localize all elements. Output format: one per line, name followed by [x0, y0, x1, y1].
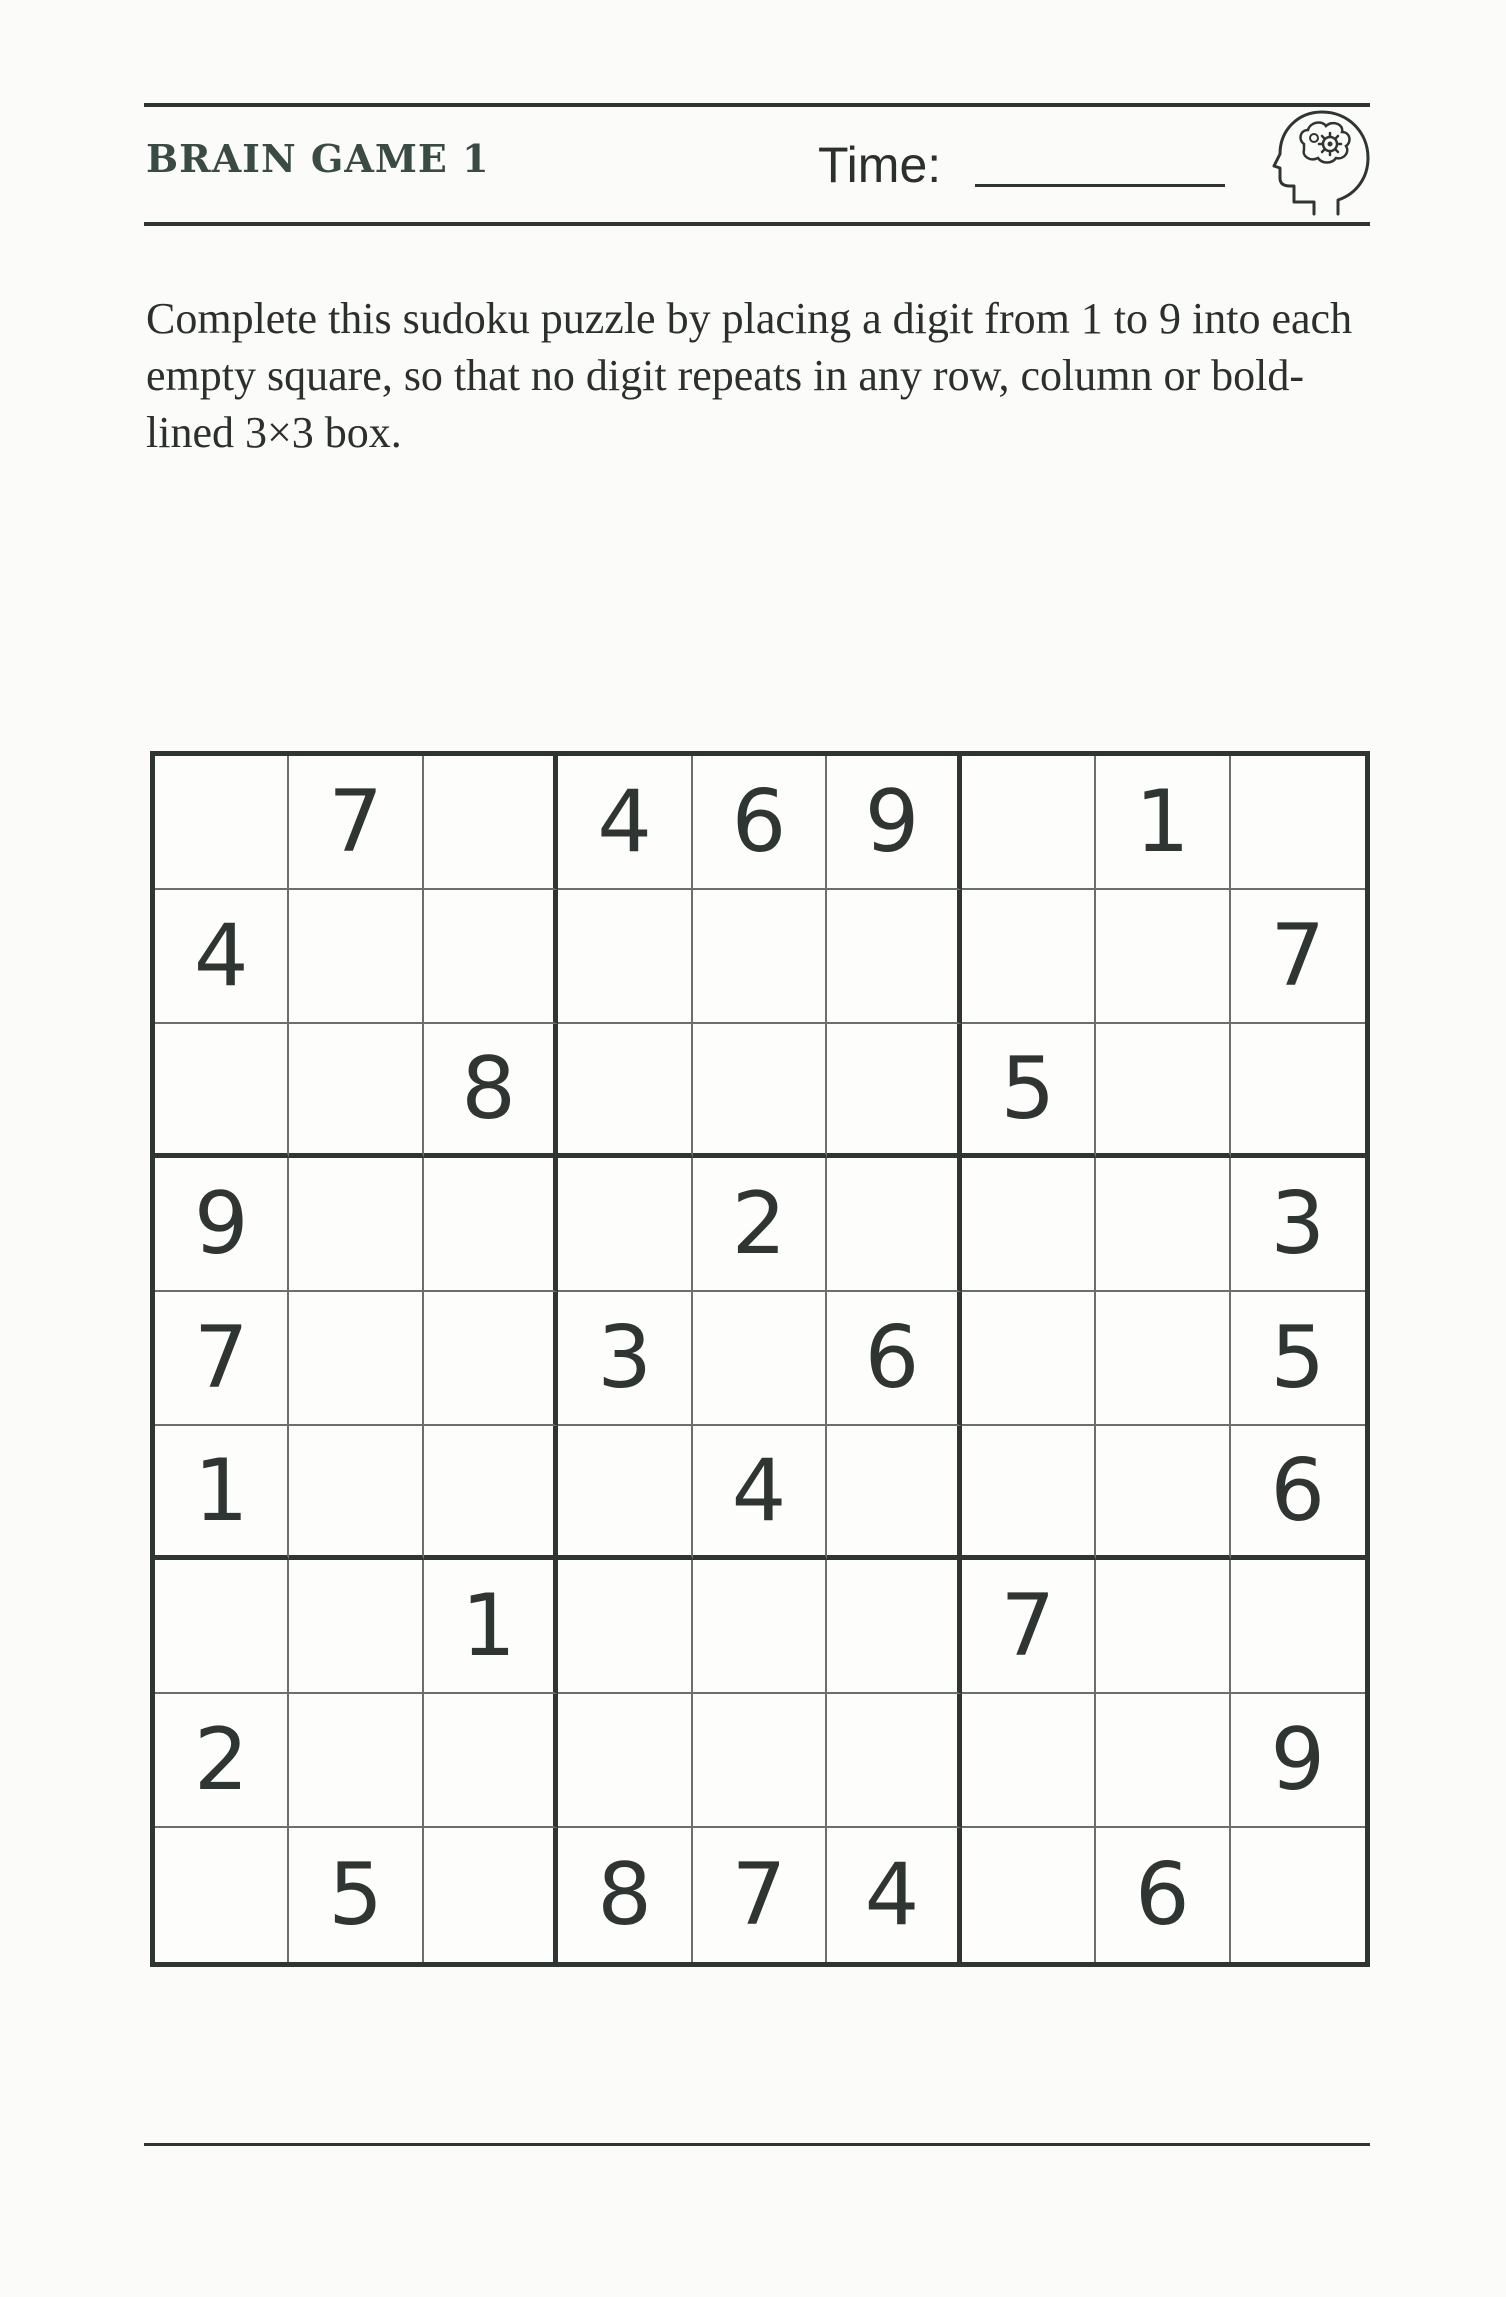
given-cell: 6	[1231, 1426, 1365, 1560]
given-cell: 4	[827, 1828, 961, 1962]
empty-cell[interactable]	[1096, 1292, 1230, 1426]
given-cell: 8	[558, 1828, 692, 1962]
empty-cell[interactable]	[289, 1292, 423, 1426]
empty-cell[interactable]	[424, 1426, 558, 1560]
given-cell: 3	[558, 1292, 692, 1426]
given-cell: 7	[1231, 890, 1365, 1024]
given-cell: 6	[1096, 1828, 1230, 1962]
given-cell: 7	[289, 756, 423, 890]
empty-cell[interactable]	[962, 1694, 1096, 1828]
empty-cell[interactable]	[424, 1694, 558, 1828]
empty-cell[interactable]	[289, 1158, 423, 1292]
empty-cell[interactable]	[962, 1426, 1096, 1560]
empty-cell[interactable]	[827, 1024, 961, 1158]
brain-gears-head-icon	[1268, 104, 1376, 222]
empty-cell[interactable]	[827, 1560, 961, 1694]
sudoku-grid	[150, 751, 1370, 1967]
empty-cell[interactable]	[155, 1024, 289, 1158]
empty-cell[interactable]	[558, 890, 692, 1024]
empty-cell[interactable]	[289, 1426, 423, 1560]
empty-cell[interactable]	[1096, 890, 1230, 1024]
given-cell: 5	[289, 1828, 423, 1962]
empty-cell[interactable]	[424, 1158, 558, 1292]
given-cell: 3	[1231, 1158, 1365, 1292]
given-cell: 1	[1096, 756, 1230, 890]
empty-cell[interactable]	[1096, 1158, 1230, 1292]
empty-cell[interactable]	[289, 1694, 423, 1828]
empty-cell[interactable]	[1231, 1560, 1365, 1694]
empty-cell[interactable]	[693, 1292, 827, 1426]
empty-cell[interactable]	[1096, 1024, 1230, 1158]
empty-cell[interactable]	[693, 1024, 827, 1158]
time-entry-line[interactable]	[975, 184, 1225, 187]
given-cell: 1	[155, 1426, 289, 1560]
given-cell: 7	[962, 1560, 1096, 1694]
empty-cell[interactable]	[424, 756, 558, 890]
empty-cell[interactable]	[962, 756, 1096, 890]
footer-rule	[144, 2143, 1370, 2146]
empty-cell[interactable]	[558, 1158, 692, 1292]
given-cell: 9	[1231, 1694, 1365, 1828]
given-cell: 4	[558, 756, 692, 890]
empty-cell[interactable]	[1231, 1024, 1365, 1158]
given-cell: 7	[693, 1828, 827, 1962]
empty-cell[interactable]	[424, 1828, 558, 1962]
empty-cell[interactable]	[693, 1560, 827, 1694]
empty-cell[interactable]	[827, 1158, 961, 1292]
given-cell: 1	[424, 1560, 558, 1694]
given-cell: 2	[155, 1694, 289, 1828]
empty-cell[interactable]	[962, 1828, 1096, 1962]
instructions-text: Complete this sudoku puzzle by placing a digit from 1 to 9 into each empty square, so that no digit repeats in any row, column or bold-lined 3×3 box.	[146, 294, 1353, 457]
header-bottom-rule	[144, 222, 1370, 226]
header-top-rule	[144, 103, 1370, 107]
empty-cell[interactable]	[558, 1024, 692, 1158]
empty-cell[interactable]	[962, 890, 1096, 1024]
given-cell: 8	[424, 1024, 558, 1158]
empty-cell[interactable]	[1096, 1694, 1230, 1828]
empty-cell[interactable]	[827, 1426, 961, 1560]
empty-cell[interactable]	[289, 1024, 423, 1158]
empty-cell[interactable]	[962, 1158, 1096, 1292]
empty-cell[interactable]	[1231, 756, 1365, 890]
empty-cell[interactable]	[155, 1828, 289, 1962]
empty-cell[interactable]	[1096, 1560, 1230, 1694]
given-cell: 4	[693, 1426, 827, 1560]
given-cell: 5	[962, 1024, 1096, 1158]
empty-cell[interactable]	[155, 756, 289, 890]
empty-cell[interactable]	[827, 1694, 961, 1828]
empty-cell[interactable]	[424, 1292, 558, 1426]
given-cell: 4	[155, 890, 289, 1024]
empty-cell[interactable]	[289, 1560, 423, 1694]
time-label: Time:	[818, 137, 942, 193]
empty-cell[interactable]	[289, 890, 423, 1024]
empty-cell[interactable]	[558, 1694, 692, 1828]
empty-cell[interactable]	[558, 1426, 692, 1560]
empty-cell[interactable]	[424, 890, 558, 1024]
given-cell: 9	[155, 1158, 289, 1292]
empty-cell[interactable]	[693, 1694, 827, 1828]
given-cell: 6	[827, 1292, 961, 1426]
given-cell: 6	[693, 756, 827, 890]
empty-cell[interactable]	[558, 1560, 692, 1694]
page-title: BRAIN GAME 1	[146, 136, 490, 181]
empty-cell[interactable]	[1096, 1426, 1230, 1560]
empty-cell[interactable]	[155, 1560, 289, 1694]
empty-cell[interactable]	[693, 890, 827, 1024]
empty-cell[interactable]	[1231, 1828, 1365, 1962]
empty-cell[interactable]	[962, 1292, 1096, 1426]
given-cell: 5	[1231, 1292, 1365, 1426]
given-cell: 2	[693, 1158, 827, 1292]
given-cell: 7	[155, 1292, 289, 1426]
empty-cell[interactable]	[827, 890, 961, 1024]
given-cell: 9	[827, 756, 961, 890]
